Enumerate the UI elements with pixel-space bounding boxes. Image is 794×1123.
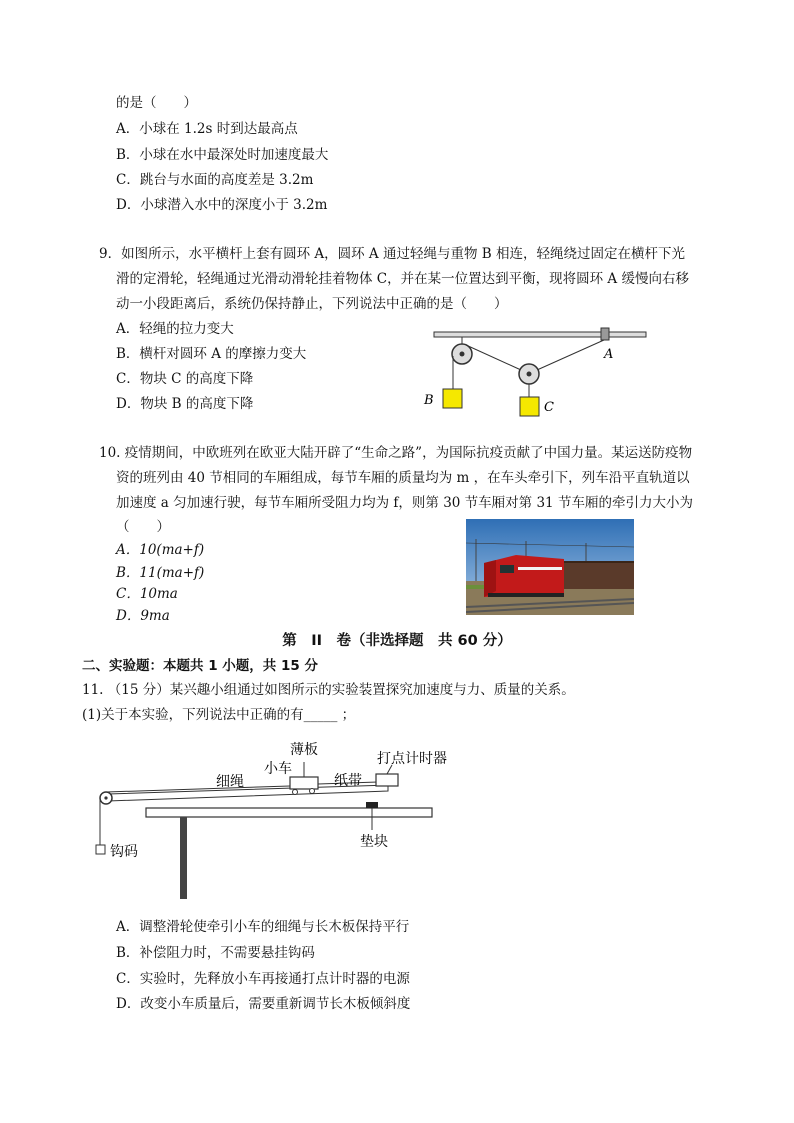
q9-stem-line-3: 动一小段距离后，系统仍保持静止，下列说法中正确的是（ ） xyxy=(116,296,508,312)
q11-option-c: C．实验时，先释放小车再接通打点计时器的电源 xyxy=(116,971,410,987)
label-b: B xyxy=(424,393,434,408)
part-two-title: 第 II 卷（非选择题 共 60 分） xyxy=(282,633,512,649)
q8-option-d: D．小球潜入水中的深度小于 3.2m xyxy=(116,197,328,213)
q11-question-1: (1)关于本实验，下列说法中正确的有_____ ； xyxy=(82,707,356,723)
q8-option-b: B．小球在水中最深处时加速度最大 xyxy=(116,147,329,163)
q10-stem-line-2: 资的班列由 40 节相同的车厢组成，每节车厢的质量均为 m ，在车头牵引下，列车沿平直轨道以 xyxy=(116,470,690,486)
wedge-block xyxy=(366,802,378,808)
train-photo xyxy=(466,519,634,615)
q10-option-c: C．10ma xyxy=(116,586,178,602)
q9-pulley-diagram xyxy=(420,322,652,420)
q9-stem-line-1: 9．如图所示，水平横杆上套有圆环 A，圆环 A 通过轻绳与重物 B 相连，轻绳绕过固定在横杆下光 xyxy=(99,246,685,262)
label-c: C xyxy=(544,400,554,415)
dot-timer xyxy=(376,774,398,786)
section-two-heading: 二、实验题：本题共 1 小题，共 15 分 xyxy=(82,658,318,674)
q11-option-d: D．改变小车质量后，需要重新调节长木板倾斜度 xyxy=(116,996,411,1012)
label-timer: 打点计时器 xyxy=(377,751,447,767)
q8-stem-end: 的是（ ） xyxy=(116,95,197,111)
ring-a xyxy=(601,328,609,340)
label-string: 细绳 xyxy=(216,774,244,790)
label-weight: 钩码 xyxy=(110,844,138,860)
table-leg xyxy=(180,817,187,899)
horizontal-bar xyxy=(434,332,646,337)
q8-option-c: C．跳台与水面的高度差是 3.2m xyxy=(116,172,314,188)
hanging-weight xyxy=(96,845,105,854)
block-c xyxy=(520,397,539,416)
q10-stem-line-3: 加速度 a 匀加速行驶，每节车厢所受阻力均为 f，则第 30 节车厢对第 31 节车厢的牵引力大小为 xyxy=(116,495,693,511)
q11-option-a: A．调整滑轮使牵引小车的细绳与长木板保持平行 xyxy=(116,919,410,935)
label-cart: 小车 xyxy=(264,761,292,777)
q9-option-c: C．物块 C 的高度下降 xyxy=(116,371,254,387)
label-a: A xyxy=(604,347,614,362)
q11-apparatus-diagram xyxy=(88,732,460,906)
q9-stem-line-2: 滑的定滑轮，轻绳通过光滑动滑轮挂着物体 C，并在某一位置达到平衡，现将圆环 A 缓慢向右移 xyxy=(116,271,689,287)
cart xyxy=(290,777,318,789)
q10-option-b: B．11(ma+f) xyxy=(116,565,205,581)
label-thin-plate: 薄板 xyxy=(290,742,318,758)
q10-option-a: A．10(ma+f) xyxy=(116,542,205,558)
q10-option-d: D．9ma xyxy=(116,608,170,624)
label-tape: 纸带 xyxy=(334,773,362,789)
q8-option-a: A．小球在 1.2s 时到达最高点 xyxy=(116,121,298,137)
q9-option-b: B．横杆对圆环 A 的摩擦力变大 xyxy=(116,346,307,362)
q10-stem-line-4: （ ） xyxy=(116,519,170,535)
q9-option-d: D．物块 B 的高度下降 xyxy=(116,396,254,412)
q11-stem-line-1: 11. （15 分）某兴趣小组通过如图所示的实验装置探究加速度与力、质量的关系。 xyxy=(82,682,575,698)
label-block: 垫块 xyxy=(360,834,388,850)
q11-option-b: B．补偿阻力时，不需要悬挂钩码 xyxy=(116,945,315,961)
block-b xyxy=(443,389,462,408)
q10-stem-line-1: 10. 疫情期间，中欧班列在欧亚大陆开辟了“生命之路”，为国际抗疫贡献了中国力量。某运送防疫物 xyxy=(99,445,693,461)
q9-option-a: A．轻绳的拉力变大 xyxy=(116,321,234,337)
table-top xyxy=(146,808,432,817)
